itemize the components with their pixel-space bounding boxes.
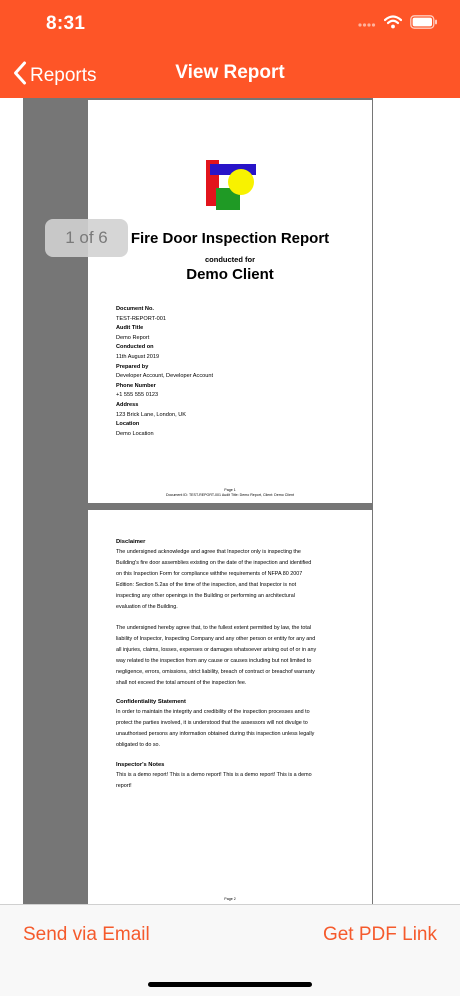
disclaimer-line: The undersigned hereby agree that, to the fullest extent permitted by law, the total	[116, 624, 312, 631]
wifi-icon	[384, 15, 402, 34]
field-label: Phone Number	[116, 382, 156, 389]
back-label: Reports	[30, 64, 97, 86]
pdf-page-1	[88, 100, 372, 503]
pdf-viewer[interactable]	[0, 98, 460, 904]
field-label: Location	[116, 421, 140, 428]
confidentiality-line: obligated to do so.	[116, 742, 161, 749]
disclaimer-line: The undersigned acknowledge and agree that Inspector only is inspecting the	[116, 549, 301, 555]
conducted-for-label: conducted for	[205, 255, 255, 264]
page-title: View Report	[175, 62, 285, 83]
bottom-toolbar	[0, 904, 460, 996]
field-label: Document No.	[116, 306, 154, 312]
get-pdf-link-button[interactable]: Get PDF Link	[322, 924, 437, 945]
field-value: 123 Brick Lane, London, UK	[116, 411, 186, 418]
disclaimer-line: negligence, errors, omissions, strict liability, breach of contract or breachof warranty	[116, 668, 315, 675]
field-value: TEST-REPORT-001	[116, 315, 166, 322]
send-via-email-button[interactable]: Send via Email	[23, 924, 150, 945]
disclaimer-line: all injuries, claims, losses, expenses or damages whatsoever arising out of or in any	[116, 646, 317, 653]
page-footer-document-id: Document ID: TEST-REPORT-001 Audit Title: Demo Report, Client: Demo Client	[166, 493, 294, 497]
page-indicator: 1 of 6	[45, 219, 128, 257]
disclaimer-line: liability of Inspector, Inspecting Company and any other person or entity for any and	[116, 635, 316, 642]
disclaimer-heading: Disclaimer	[116, 539, 146, 545]
client-name: Demo Client	[186, 266, 274, 283]
field-value: 11th August 2019	[116, 353, 160, 360]
status-icons	[358, 16, 438, 32]
home-indicator[interactable]	[148, 982, 312, 987]
inspector-notes-line: report!	[116, 782, 132, 789]
inspector-notes-line: This is a demo report! This is a demo report! This is a demo report! This is a demo	[116, 771, 312, 778]
disclaimer-line: Building's fire door assemblies existing on the date of the inspection and identified	[116, 560, 312, 567]
inspector-notes-heading: Inspector's Notes	[116, 761, 165, 768]
field-value: Developer Account, Developer Account	[116, 373, 214, 380]
pdf-page-2	[88, 510, 372, 904]
field-value: Demo Location	[116, 430, 154, 437]
report-fields	[116, 305, 356, 439]
field-label: Audit Title	[116, 325, 144, 332]
confidentiality-line: protect the parties involved, it is understood that the assessors will not divulge to	[116, 720, 308, 727]
page-footer-number: Page 1	[224, 488, 236, 492]
battery-icon	[410, 15, 438, 34]
page-2-body	[116, 538, 348, 792]
report-logo	[206, 160, 260, 216]
confidentiality-line: unauthorised persons any information obtained during this inspection unless legally	[116, 731, 315, 738]
cellular-signal-icon	[358, 15, 376, 33]
field-value: +1 555 555 0123	[116, 392, 159, 399]
disclaimer-line: way related to the inspection from any cause or causes including but not limited to	[116, 657, 312, 664]
disclaimer-line: inspecting any other openings in the Building or performing an architectural	[116, 593, 295, 600]
report-title: Fire Door Inspection Report	[130, 230, 330, 247]
disclaimer-line: Edition: Section 5.2as of the time of the inspection, and that Inspector is not	[116, 582, 297, 589]
navigation-header	[0, 0, 460, 98]
status-time: 8:31	[46, 13, 86, 34]
confidentiality-heading: Confidentiality Statement	[116, 699, 186, 706]
field-label: Conducted on	[116, 344, 154, 351]
field-label: Prepared by	[116, 363, 149, 370]
confidentiality-line: In order to maintain the integrity and credibility of the inspection processes and to	[116, 709, 310, 716]
disclaimer-line: on this Inspection Form for compliance withthe requirements of NFPA 80 2007	[116, 571, 303, 578]
disclaimer-line: shall not exceed the total amount of the inspection fee.	[116, 680, 247, 687]
field-value: Demo Report	[116, 334, 150, 341]
disclaimer-line: evaluation of the Building.	[116, 604, 178, 611]
field-label: Address	[116, 401, 139, 408]
page-footer-number: Page 2	[224, 897, 236, 901]
